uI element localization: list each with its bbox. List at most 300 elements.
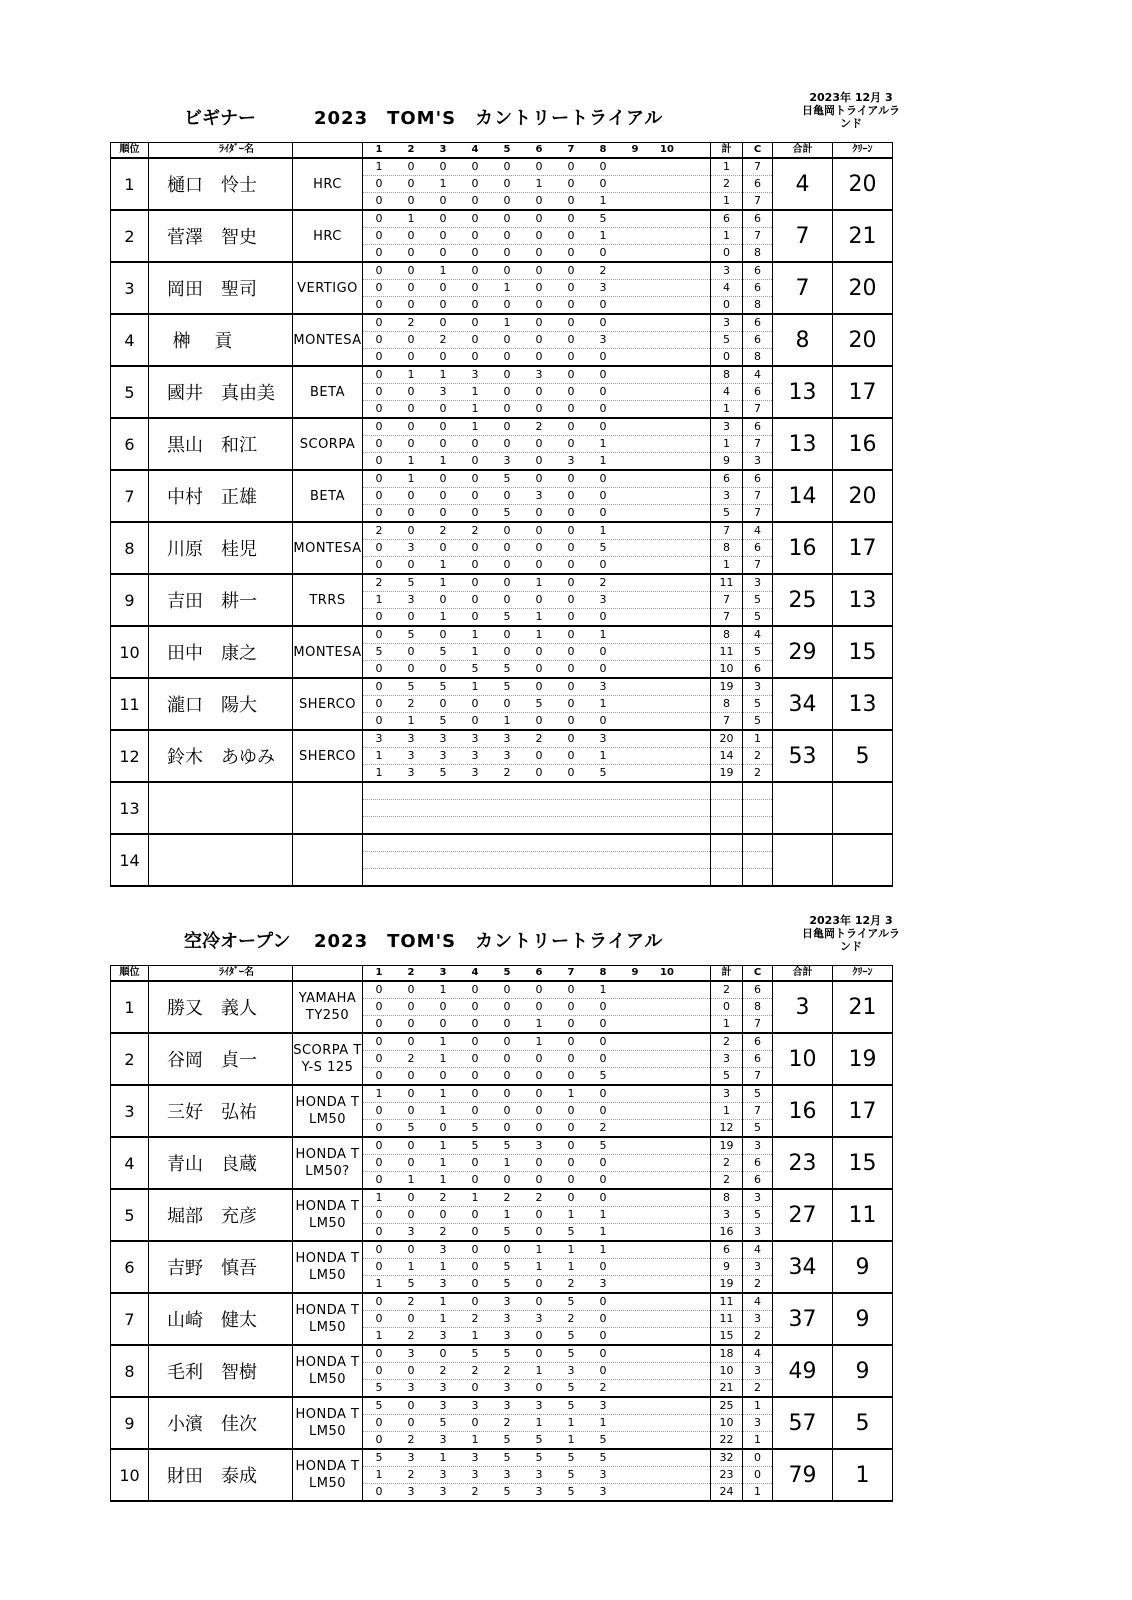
section-score: 5 <box>599 1433 607 1446</box>
section-score: 0 <box>567 194 575 207</box>
section-score: 2 <box>375 524 383 537</box>
rider-name <box>149 782 293 834</box>
section-number: 9 <box>631 967 639 978</box>
section-score: 0 <box>567 558 575 571</box>
lap-clean-count: 3 <box>743 1138 772 1155</box>
section-score: 3 <box>503 1312 511 1325</box>
lap-line <box>363 453 710 469</box>
total-points: 13 <box>773 418 833 470</box>
section-score: 0 <box>471 1225 479 1238</box>
section-score: 2 <box>407 1468 415 1481</box>
section-score: 0 <box>599 385 607 398</box>
lap-scores <box>363 981 711 1033</box>
section-score: 5 <box>439 1416 447 1429</box>
section-score <box>587 800 619 816</box>
section-score: 3 <box>439 1381 447 1394</box>
section-score: 0 <box>567 983 575 996</box>
section-score: 3 <box>503 1468 511 1481</box>
lap-scores <box>363 158 711 210</box>
lap-cleans <box>743 1293 773 1345</box>
lap-clean-count: 0 <box>743 1450 772 1467</box>
section-score: 0 <box>535 766 543 779</box>
rider-team: SHERCO <box>293 730 363 782</box>
lap-line <box>363 1103 710 1120</box>
lap-line <box>363 1432 710 1448</box>
section-score: 1 <box>599 194 607 207</box>
section-score: 5 <box>471 662 479 675</box>
section-score: 1 <box>599 983 607 996</box>
section-score: 0 <box>599 1312 607 1325</box>
section-score: 0 <box>599 298 607 311</box>
lap-clean-count: 4 <box>743 1346 772 1363</box>
section-score: 5 <box>503 472 511 485</box>
section-score: 0 <box>375 437 383 450</box>
section-score: 3 <box>535 489 543 502</box>
section-score: 0 <box>503 437 511 450</box>
lap-line <box>363 999 710 1016</box>
lap-scores <box>363 574 711 626</box>
section-score <box>395 835 427 851</box>
section-score: 5 <box>375 1381 383 1394</box>
rider-team: HRC <box>293 158 363 210</box>
lap-total: 7 <box>711 523 742 540</box>
result-row <box>111 1137 893 1189</box>
rider-team: HONDA TLM50 <box>293 1085 363 1137</box>
rider-name: 小濱 佳次 <box>149 1397 293 1449</box>
lap-total: 5 <box>723 1069 730 1082</box>
section-score: 0 <box>503 229 511 242</box>
lap-clean-count: 3 <box>743 1190 772 1207</box>
section-score: 0 <box>599 662 607 675</box>
section-score: 0 <box>535 1277 543 1290</box>
lap-clean-count: 7 <box>743 159 772 176</box>
lap-total: 7 <box>723 610 730 623</box>
section-score <box>363 835 395 851</box>
lap-cleans <box>743 782 773 834</box>
section-score: 0 <box>535 1173 543 1186</box>
section-score: 0 <box>599 610 607 623</box>
section-score: 0 <box>567 610 575 623</box>
section-numbers <box>363 967 710 979</box>
section-score: 0 <box>535 714 543 727</box>
section-score: 1 <box>439 1035 447 1048</box>
lap-clean-count: 3 <box>743 1415 772 1432</box>
total-points: 49 <box>773 1345 833 1397</box>
section-score: 0 <box>439 194 447 207</box>
lap-line <box>363 557 710 573</box>
section-score: 0 <box>599 1191 607 1204</box>
section-score: 0 <box>503 1087 511 1100</box>
section-score <box>523 783 555 799</box>
section-score: 0 <box>503 1000 511 1013</box>
event-title: 2023 TOM'S カントリートライアル <box>314 108 664 129</box>
lap-points <box>711 1137 743 1189</box>
section-score: 0 <box>599 246 607 259</box>
section-score: 0 <box>503 1017 511 1030</box>
section-score: 1 <box>599 749 607 762</box>
lap-clean-count: 4 <box>743 367 772 384</box>
section-score: 0 <box>407 506 415 519</box>
section-score: 0 <box>375 229 383 242</box>
lap-clean-count: 7 <box>743 436 772 453</box>
section-score: 0 <box>535 749 543 762</box>
lap-total: 6 <box>711 211 742 228</box>
section-score: 0 <box>471 298 479 311</box>
lap-cleans <box>743 1085 773 1137</box>
lap-clean-count: 1 <box>754 1433 761 1446</box>
section-score: 0 <box>503 541 511 554</box>
total-cleans: 5 <box>833 1397 893 1449</box>
lap-points <box>711 1345 743 1397</box>
section-score: 1 <box>535 1035 543 1048</box>
section-score: 0 <box>375 1069 383 1082</box>
section-score: 1 <box>535 1017 543 1030</box>
section-score: 0 <box>439 1069 447 1082</box>
lap-total: 1 <box>711 1103 742 1120</box>
section-number: 7 <box>567 967 575 978</box>
section-score: 1 <box>407 368 415 381</box>
lap-total <box>711 817 742 833</box>
section-score: 1 <box>567 1087 575 1100</box>
section-score: 2 <box>407 697 415 710</box>
section-score <box>459 783 491 799</box>
section-score: 5 <box>471 1139 479 1152</box>
rider-name: 樋口 怜士 <box>149 158 293 210</box>
section-score: 5 <box>407 680 415 693</box>
lap-scores <box>363 314 711 366</box>
event-venue: 日亀岡トライアルラ <box>802 927 900 940</box>
section-score: 0 <box>503 194 511 207</box>
section-score: 1 <box>503 1156 511 1169</box>
event-venue-cont: ンド <box>840 940 862 953</box>
section-number: 1 <box>375 144 383 155</box>
lap-points <box>711 1033 743 1085</box>
lap-points <box>711 834 743 886</box>
total-cleans: 9 <box>833 1241 893 1293</box>
section-score: 1 <box>535 177 543 190</box>
lap-total <box>711 852 742 869</box>
section-score: 1 <box>439 1052 447 1065</box>
section-score: 0 <box>567 489 575 502</box>
section-score: 5 <box>567 1485 575 1498</box>
total-points <box>773 834 833 886</box>
total-points: 79 <box>773 1449 833 1501</box>
section-score: 0 <box>407 1017 415 1030</box>
section-score: 0 <box>375 246 383 259</box>
section-score: 0 <box>535 1052 543 1065</box>
section-score: 0 <box>567 1104 575 1117</box>
section-score: 0 <box>535 558 543 571</box>
lap-clean-count: 7 <box>754 402 761 415</box>
lap-total: 8 <box>711 367 742 384</box>
section-score: 5 <box>599 541 607 554</box>
section-score: 0 <box>567 1017 575 1030</box>
section-number: 4 <box>471 144 479 155</box>
section-score: 1 <box>375 1468 383 1481</box>
lap-total: 3 <box>711 263 742 280</box>
lap-total: 22 <box>719 1433 734 1446</box>
section-score: 1 <box>439 1173 447 1186</box>
section-score <box>523 835 555 851</box>
lap-clean-count: 6 <box>743 263 772 280</box>
total-cleans: 20 <box>833 314 893 366</box>
rider-team: SCORPA <box>293 418 363 470</box>
section-score <box>491 835 523 851</box>
section-score: 0 <box>439 1121 447 1134</box>
event-date-venue <box>796 91 906 130</box>
section-score: 0 <box>375 610 383 623</box>
section-score: 0 <box>567 1191 575 1204</box>
rider-name: 毛利 智樹 <box>149 1345 293 1397</box>
section-score: 0 <box>471 333 479 346</box>
lap-line <box>363 1450 710 1467</box>
lap-cleans <box>743 574 773 626</box>
lap-total: 21 <box>719 1381 734 1394</box>
section-score: 2 <box>599 576 607 589</box>
total-points: 14 <box>773 470 833 522</box>
rider-rank: 1 <box>111 981 149 1033</box>
section-score: 0 <box>567 333 575 346</box>
lap-line <box>363 263 710 280</box>
lap-line <box>363 1016 710 1032</box>
section-score: 1 <box>407 454 415 467</box>
lap-scores <box>363 1449 711 1501</box>
event-date: 2023年 12月 3 <box>809 914 893 927</box>
section-score: 2 <box>535 732 543 745</box>
result-row <box>111 1085 893 1137</box>
rider-team: MONTESA <box>293 314 363 366</box>
section-score: 0 <box>599 1295 607 1308</box>
section-score <box>427 800 459 816</box>
section-score: 0 <box>567 1052 575 1065</box>
lap-line <box>363 523 710 540</box>
section-score <box>427 835 459 851</box>
lap-line <box>363 384 710 401</box>
section-score: 0 <box>567 212 575 225</box>
section-score: 2 <box>503 766 511 779</box>
section-score: 0 <box>407 1191 415 1204</box>
rider-name: 青山 良蔵 <box>149 1137 293 1189</box>
section-score: 0 <box>535 1347 543 1360</box>
lap-points <box>711 1189 743 1241</box>
section-score: 0 <box>407 645 415 658</box>
rider-rank: 7 <box>111 1293 149 1345</box>
lap-total: 5 <box>723 506 730 519</box>
section-score: 5 <box>503 1260 511 1273</box>
section-score: 0 <box>567 264 575 277</box>
rider-team: MONTESA <box>293 522 363 574</box>
lap-line <box>363 765 710 781</box>
section-score: 5 <box>439 766 447 779</box>
section-score: 1 <box>375 1277 383 1290</box>
lap-clean-count: 7 <box>743 488 772 505</box>
section-score: 1 <box>439 1104 447 1117</box>
header-clean: ｸﾘｰﾝ <box>833 966 893 982</box>
total-cleans <box>833 782 893 834</box>
section-score: 5 <box>535 697 543 710</box>
lap-total: 8 <box>711 540 742 557</box>
section-score: 5 <box>535 1433 543 1446</box>
section-score: 0 <box>407 1243 415 1256</box>
section-score: 0 <box>375 212 383 225</box>
result-row <box>111 678 893 730</box>
section-score <box>363 817 395 833</box>
lap-line <box>363 349 710 365</box>
section-score: 0 <box>375 1364 383 1377</box>
section-score: 0 <box>599 420 607 433</box>
section-score: 0 <box>407 662 415 675</box>
section-score: 0 <box>471 714 479 727</box>
total-cleans: 9 <box>833 1345 893 1397</box>
section-score: 0 <box>503 697 511 710</box>
total-points: 34 <box>773 678 833 730</box>
section-score: 0 <box>567 593 575 606</box>
lap-total: 2 <box>711 176 742 193</box>
section-score: 0 <box>567 177 575 190</box>
section-score: 0 <box>535 281 543 294</box>
section-score: 0 <box>535 680 543 693</box>
rider-name: 國井 真由美 <box>149 366 293 418</box>
lap-line <box>363 505 710 521</box>
section-score: 1 <box>567 1243 575 1256</box>
section-score: 1 <box>375 1191 383 1204</box>
section-score: 1 <box>599 1208 607 1221</box>
lap-clean-count: 7 <box>754 558 761 571</box>
section-score: 0 <box>471 316 479 329</box>
lap-scores <box>363 1293 711 1345</box>
section-score: 0 <box>439 1347 447 1360</box>
section-score: 0 <box>375 1139 383 1152</box>
section-score: 0 <box>471 558 479 571</box>
lap-clean-count: 6 <box>743 982 772 999</box>
lap-line <box>363 1484 710 1500</box>
total-cleans: 13 <box>833 574 893 626</box>
lap-total: 3 <box>711 419 742 436</box>
lap-total: 1 <box>711 159 742 176</box>
header-row <box>111 143 893 159</box>
section-score: 0 <box>375 333 383 346</box>
section-score: 1 <box>439 1156 447 1169</box>
section-score: 3 <box>599 1468 607 1481</box>
section-score: 3 <box>471 749 479 762</box>
lap-points <box>711 522 743 574</box>
section-score: 0 <box>471 983 479 996</box>
section-score: 1 <box>567 1208 575 1221</box>
section-score: 1 <box>599 437 607 450</box>
section-score: 0 <box>471 1416 479 1429</box>
lap-points <box>711 262 743 314</box>
lap-total: 7 <box>711 592 742 609</box>
lap-clean-count: 3 <box>743 575 772 592</box>
section-score: 1 <box>599 454 607 467</box>
rider-team: BETA <box>293 470 363 522</box>
section-score: 0 <box>471 350 479 363</box>
rider-name: 榊 貢 <box>149 314 293 366</box>
event-date: 2023年 12月 3 <box>809 91 893 104</box>
lap-line <box>363 419 710 436</box>
section-score: 0 <box>567 766 575 779</box>
section-score: 0 <box>535 437 543 450</box>
section-score: 0 <box>535 212 543 225</box>
section-score: 1 <box>439 368 447 381</box>
section-score: 5 <box>567 1347 575 1360</box>
section-score: 0 <box>407 1416 415 1429</box>
result-row <box>111 158 893 210</box>
section-score: 2 <box>599 264 607 277</box>
lap-scores <box>363 678 711 730</box>
section-score: 0 <box>375 316 383 329</box>
section-score: 5 <box>599 1451 607 1464</box>
section-score: 0 <box>535 1381 543 1394</box>
lap-total: 8 <box>711 1190 742 1207</box>
section-score: 0 <box>471 177 479 190</box>
section-score <box>523 817 555 833</box>
total-points: 29 <box>773 626 833 678</box>
result-row <box>111 574 893 626</box>
rider-team: HONDA TLM50 <box>293 1189 363 1241</box>
section-score: 0 <box>375 368 383 381</box>
section-score: 0 <box>471 1069 479 1082</box>
section-score: 0 <box>535 1104 543 1117</box>
rider-team: VERTIGO <box>293 262 363 314</box>
section-score: 1 <box>439 1312 447 1325</box>
section-score: 3 <box>407 749 415 762</box>
lap-scores <box>363 522 711 574</box>
section-score: 5 <box>599 1069 607 1082</box>
section-number: 2 <box>407 967 415 978</box>
section-score: 5 <box>567 1225 575 1238</box>
rider-name: 山崎 健太 <box>149 1293 293 1345</box>
section-score: 5 <box>567 1399 575 1412</box>
lap-line <box>363 1346 710 1363</box>
section-score: 1 <box>375 766 383 779</box>
section-score: 0 <box>503 1069 511 1082</box>
section-score: 1 <box>375 160 383 173</box>
lap-line <box>363 592 710 609</box>
result-row <box>111 626 893 678</box>
section-score: 0 <box>535 298 543 311</box>
section-score: 0 <box>471 541 479 554</box>
section-score: 0 <box>471 610 479 623</box>
lap-total: 18 <box>711 1346 742 1363</box>
section-score: 0 <box>535 524 543 537</box>
total-points: 8 <box>773 314 833 366</box>
section-score <box>587 817 619 833</box>
section-score: 5 <box>407 1121 415 1134</box>
lap-total: 0 <box>723 246 730 259</box>
result-row <box>111 210 893 262</box>
section-score: 0 <box>535 1295 543 1308</box>
header-total: 合計 <box>773 143 833 159</box>
section-score: 0 <box>599 177 607 190</box>
section-score <box>491 852 523 868</box>
lap-total: 1 <box>723 402 730 415</box>
rider-name <box>149 834 293 886</box>
section-score: 0 <box>471 1087 479 1100</box>
section-score: 5 <box>503 1433 511 1446</box>
section-score: 0 <box>567 1139 575 1152</box>
section-number: 8 <box>599 967 607 978</box>
lap-scores <box>363 1241 711 1293</box>
section-score <box>427 783 459 799</box>
section-score: 1 <box>471 628 479 641</box>
section-score: 5 <box>503 1225 511 1238</box>
section-score: 0 <box>439 541 447 554</box>
lap-total: 2 <box>711 1034 742 1051</box>
section-score: 2 <box>375 576 383 589</box>
section-score: 3 <box>599 333 607 346</box>
lap-clean-count <box>743 869 772 885</box>
